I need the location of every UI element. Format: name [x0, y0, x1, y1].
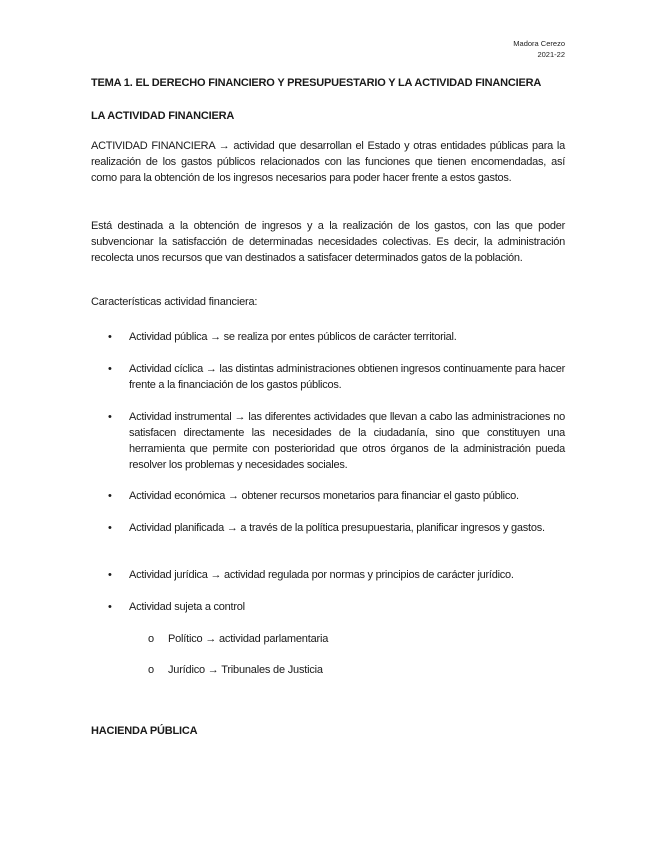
- paragraph-definition: ACTIVIDAD FINANCIERA → actividad que desarrollan el Estado y otras entidades públicas para la realización de los gastos públicos relacionados con las funciones que tienen encomendadas, así como para la obtención de los ingresos necesarios para poder hacer frente a estos gastos.: [91, 140, 565, 184]
- bullet-text: Actividad pública → se realiza por entes públicos de carácter territorial.: [129, 331, 457, 343]
- bullet-marker: •: [108, 411, 112, 423]
- paragraph-purpose: Está destinada a la obtención de ingresos y a la realización de los gastos, con las que poder subvencionar la satisfacción de determinadas necesidades colectivas. Es decir, la administración recolecta unos recursos que van destinados a satisfacer determinados gatos de la población.: [91, 220, 565, 264]
- bullet-marker: •: [108, 490, 112, 502]
- sub-bullet-marker: o: [148, 633, 154, 645]
- bullet-item: [108, 488, 565, 504]
- bullet-item: [108, 520, 565, 536]
- header-author: Madora Cerezo: [513, 39, 565, 48]
- page-header: [513, 38, 565, 60]
- bullet-text: Actividad jurídica → actividad regulada por normas y principios de carácter jurídico.: [129, 569, 514, 581]
- sub-bullet-item: [148, 662, 323, 678]
- sub-bullet-text: Jurídico → Tribunales de Justicia: [168, 664, 323, 676]
- bullet-item: [108, 361, 565, 393]
- sub-bullet-marker: o: [148, 664, 154, 676]
- header-year: 2021-22: [537, 50, 565, 59]
- bullet-item: [108, 567, 565, 583]
- bullet-marker: •: [108, 569, 112, 581]
- bullet-item: [108, 329, 565, 345]
- bullet-text: Actividad cíclica → las distintas administraciones obtienen ingresos continuamente para hacer frente a la financiación de los gastos públicos.: [129, 363, 565, 391]
- bullet-text: Actividad instrumental → las diferentes actividades que llevan a cabo las administraciones no satisfacen directamente las necesidades de la ciudadanía, sino que constituyen una herramienta que permite con posterioridad que otros órganos de la administración pueda resolver los problemas y necesidades sociales.: [129, 411, 565, 471]
- bullet-item: [108, 409, 565, 473]
- bullet-marker: •: [108, 601, 112, 613]
- bullet-text: Actividad planificada → a través de la política presupuestaria, planificar ingresos y gastos.: [129, 522, 545, 534]
- section-heading-actividad-financiera: LA ACTIVIDAD FINANCIERA: [91, 110, 235, 122]
- bullet-item: [108, 599, 565, 615]
- bullet-marker: •: [108, 331, 112, 343]
- bullet-text: Actividad sujeta a control: [129, 601, 245, 613]
- bullet-marker: •: [108, 363, 112, 375]
- sub-bullet-text: Político → actividad parlamentaria: [168, 633, 329, 645]
- sub-bullet-item: [148, 631, 328, 647]
- characteristics-intro: Características actividad financiera:: [91, 296, 258, 308]
- bullet-text: Actividad económica → obtener recursos monetarios para financiar el gasto público.: [129, 490, 519, 502]
- bullet-marker: •: [108, 522, 112, 534]
- section-heading-hacienda-publica: HACIENDA PÚBLICA: [91, 725, 198, 737]
- document-title: TEMA 1. EL DERECHO FINANCIERO Y PRESUPUESTARIO Y LA ACTIVIDAD FINANCIERA: [91, 77, 542, 89]
